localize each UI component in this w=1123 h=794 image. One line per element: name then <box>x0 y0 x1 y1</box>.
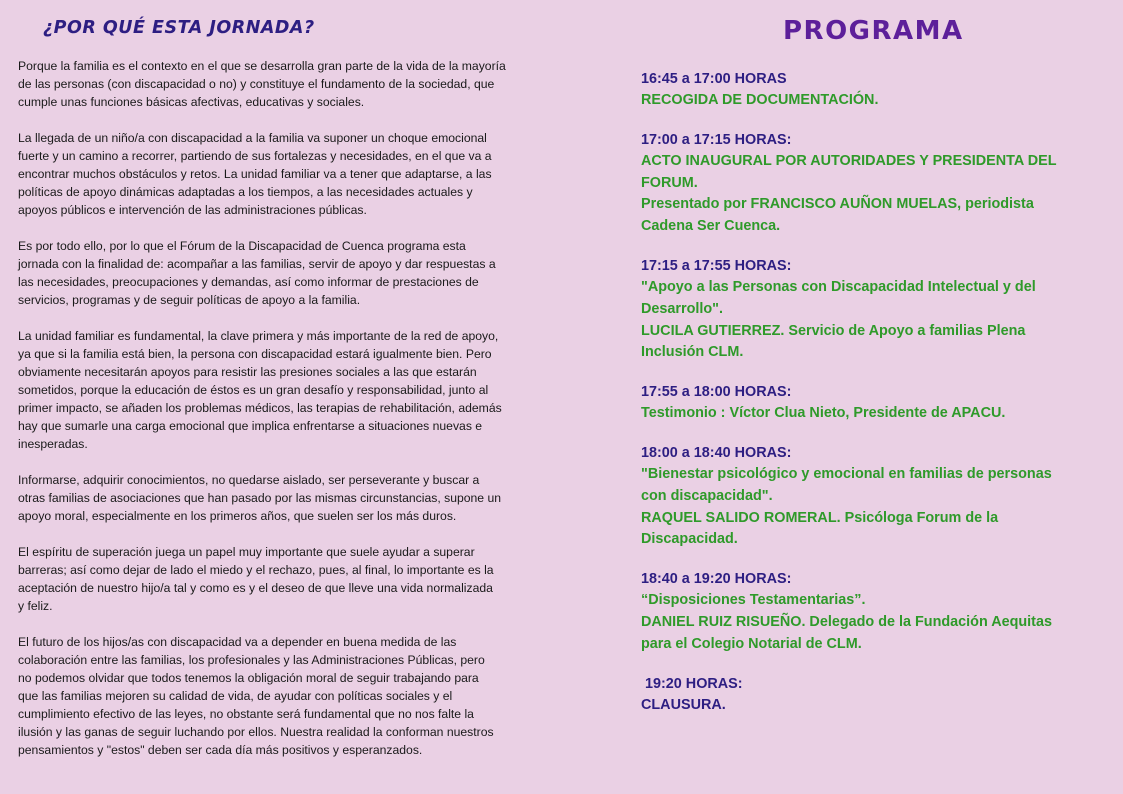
session-description: CLAUSURA. <box>641 696 726 713</box>
session-description: “Disposiciones Testamentarias”. DANIEL RUIZ RISUEÑO. Delegado de la Fundación Aequitas para el Colegio Notarial de CLM. <box>641 592 1052 652</box>
paragraph-future: El futuro de los hijos/as con discapacidad va a depender en buena medida de las colaboración entre las familias, los profesionales y las Administraciones Públicas, pero no podemos olvidar que todos tenemos la obligación moral de seguir trabajando para que las familias mejoren su calidad de vida, de ayudar con políticas sociales y el cumplimiento efectivo de las leyes, no obstante será fundamental que no nos falte la ilusión y las ganas de seguir luchando por ellos. Nuestra realidad la conforman nuestros pensamientos y "estos" deben ser cada día más positivos y esperanzados. <box>18 635 494 757</box>
session-time: 17:00 a 17:15 HORAS: <box>641 131 792 148</box>
paragraph-get-informed: Informarse, adquirir conocimientos, no quedarse aislado, ser perseverante y buscar a otras familias de asociaciones que han pasado por las mismas circunstancias, supone un apoyo moral, especialmente en los primeros años, que suelen ser los más duros. <box>18 473 502 523</box>
paragraph-family-context: Porque la familia es el contexto en el que se desarrolla gran parte de la vida de la mayoría de las personas (con discapacidad o no) y constituye el fundamento de la sociedad, que cumple unas funciones básicas afectivas, educativas y sociales. <box>18 59 506 109</box>
paragraph-family-unit: La unidad familiar es fundamental, la clave primera y más importante de la red de apoyo, ya que si la familia está bien, la persona con discapacidad estará igualmente bien. Pero obviamente necesitarán apoyos para resistir las presiones sociales a las que estarán sometidos, porque la educación de éstos es un gran desafío y responsabilidad, junto al primer impacto, se añaden los problemas médicos, las terapias de rehabilitación, además hay que sumarle una carga emocional que implica enfrentarse a situaciones nuevas e inesperadas. <box>18 329 502 451</box>
program-session <box>641 442 1111 551</box>
program-session <box>641 381 1111 425</box>
session-description: RECOGIDA DE DOCUMENTACIÓN. <box>641 92 879 108</box>
session-description: "Apoyo a las Personas con Discapacidad Intelectual y del Desarrollo". LUCILA GUTIERREZ. Servicio de Apoyo a familias Plena Inclusión CLM. <box>641 278 1036 361</box>
session-time: 19:20 HORAS: <box>641 675 743 692</box>
paragraph-forum-purpose: Es por todo ello, por lo que el Fórum de la Discapacidad de Cuenca programa esta jornada con la finalidad de: acompañar a las familias, servir de apoyo y dar respuestas a las necesidades, preocupaciones y demandas, así como informar de prestaciones de servicios, programas y de seguir políticas de apoyo a la familia. <box>18 239 496 307</box>
left-column <box>18 18 558 777</box>
session-time: 18:00 a 18:40 HORAS: <box>641 444 792 461</box>
program-session <box>641 255 1111 364</box>
section-title-why: ¿POR QUÉ ESTA JORNADA? <box>43 18 315 38</box>
session-time: 18:40 a 19:20 HORAS: <box>641 571 792 588</box>
session-time: 17:15 a 17:55 HORAS: <box>641 257 792 274</box>
session-time: 16:45 a 17:00 HORAS <box>641 71 787 87</box>
program-session-closing <box>641 673 1111 717</box>
session-description: ACTO INAUGURAL POR AUTORIDADES Y PRESIDENTA DEL FORUM. Presentado por FRANCISCO AUÑON MUELAS, periodista Cadena Ser Cuenca. <box>641 152 1057 235</box>
program-session <box>641 568 1111 655</box>
session-time: 17:55 a 18:00 HORAS: <box>641 384 792 401</box>
program-column <box>641 16 1111 733</box>
paragraph-spirit-overcoming: El espíritu de superación juega un papel muy importante que suele ayudar a superar barreras; así como dejar de lado el miedo y el rechazo, pues, al final, lo importante es la aceptación de nuestro hijo/a tal y como es y el deseo de que lleve una vida normalizada y feliz. <box>18 545 494 613</box>
session-description: Testimonio : Víctor Clua Nieto, Presidente de APACU. <box>641 405 1006 422</box>
program-session <box>641 68 1111 112</box>
program-title: PROGRAMA <box>783 16 964 46</box>
program-session <box>641 129 1111 238</box>
session-description: "Bienestar psicológico y emocional en familias de personas con discapacidad". RAQUEL SALIDO ROMERAL. Psicóloga Forum de la Discapacidad. <box>641 465 1052 548</box>
paragraph-arrival-child: La llegada de un niño/a con discapacidad a la familia va suponer un choque emocional fuerte y un camino a recorrer, partiendo de sus fortalezas y necesidades, en el que va a encontrar muchos obstáculos y retos. La unidad familiar va a tener que adaptarse, a las políticas de apoyo dinámicas adaptadas a los tiempos, a las necesidades actuales y apoyos públicos e intervención de las administraciones públicas. <box>18 131 492 217</box>
